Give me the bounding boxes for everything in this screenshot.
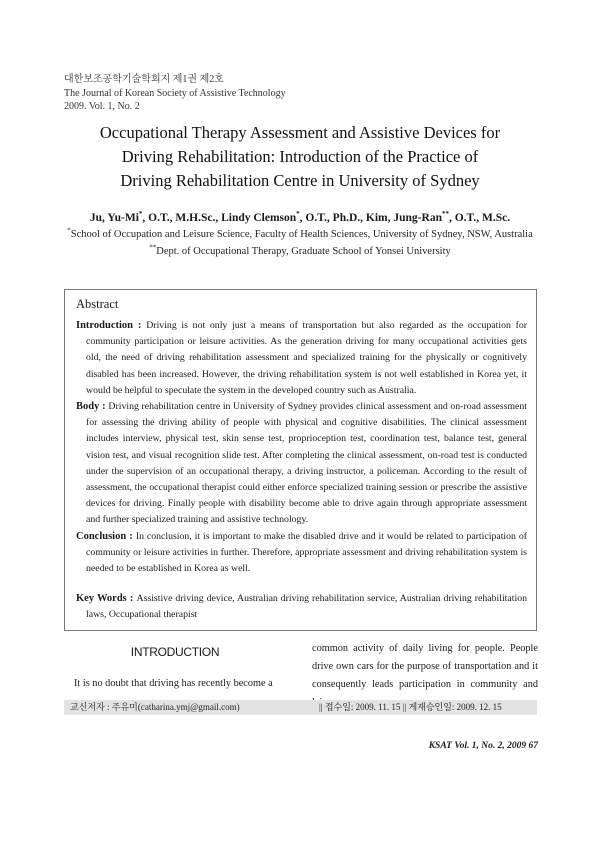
keywords-text: Assistive driving device, Australian driving rehabilitation service, Australian driving rehabilitation laws, Occupational therapist: [86, 593, 527, 621]
journal-english-name: The Journal of Korean Society of Assistive Technology: [64, 87, 286, 99]
abstract-heading: Abstract: [76, 297, 119, 311]
abstract-keywords: [76, 591, 527, 623]
author-3-mark: **: [441, 210, 449, 219]
page-reference: KSAT Vol. 1, No. 2, 2009 67: [428, 741, 538, 751]
author-1-credentials: , O.T., M.H.Sc.,: [142, 212, 222, 224]
title-line-2: Driving Rehabilitation: Introduction of the Practice of: [121, 147, 479, 166]
author-2-name: Lindy Clemson: [221, 212, 297, 224]
introduction-right-column: common activity of daily living for people. People drive own cars for the purpose of transportation and it consequently leads participation in community and: [312, 643, 538, 690]
affiliation-2-mark: **: [149, 243, 157, 252]
author-3-name: Kim, Jung-Ran: [365, 212, 442, 224]
introduction-text: Driving is not only just a means of transportation but also regarded as the occupation for community participation or leisure activities. As the generation driving for many occupational activities gets old, the need of driving rehabilitation assessment and specialized training for the physically or cognitively disabled has been increased. However, the driving rehabilitation system is not well established in Korea yet, it would be helpful to speculate the system in the developed country such as Australia.: [86, 320, 528, 396]
conclusion-text: In conclusion, it is important to make the disabled drive and it would be related to participation of community or leisure activities in further. Therefore, appropriate assessment and driving rehabilitation system is needed to be established in Korea as well.: [86, 530, 527, 575]
body-label: Body :: [76, 401, 109, 413]
abstract-body: [76, 399, 527, 529]
abstract-box: [64, 289, 537, 631]
journal-korean-name: 대한보조공학기술학회지 제1권 제2호: [64, 74, 224, 85]
keywords-label: Key Words :: [76, 593, 137, 605]
title-line-3: Driving Rehabilitation Centre in University of Sydney: [120, 171, 480, 190]
corresponding-author: 교신저자 : 주유미(catharina.ymj@gmail.com): [70, 702, 240, 712]
introduction-left-column: It is no doubt that driving has recently become a: [74, 678, 273, 689]
affiliation-2-text: Dept. of Occupational Therapy, Graduate School of Yonsei University: [156, 246, 451, 257]
author-1-mark: *: [138, 210, 143, 219]
body-text: Driving rehabilitation centre in University of Sydney provides clinical assessment and on-road assessment for assessing the driving ability of people with physical and cognitive disabilities. The clinical assessment includes interview, physical test, skin sense test, proprioception test, coordination test, balance test, general vision test, and visual recognition slide test. After completing the clinical assessment, on-road test is conducted under the supervision of an occupational therapy, a driving instructor, a policeman. According to the result of assessment, the occupational therapist could either enforce specialized training session or prescribe the assistive devices for driving. Finally people with disability become able to drive again through appropriate assessment and further specialized training and assistive technology.: [86, 401, 527, 526]
journal-header: [64, 73, 286, 114]
author-3-credentials: , O.T., M.Sc.: [448, 212, 511, 224]
author-1-name: Ju, Yu-Mi: [89, 212, 139, 224]
author-2-mark: *: [296, 210, 300, 219]
submission-dates: || 접수일: 2009. 11. 15 || 게재승인일: 2009. 12. 15: [319, 702, 502, 712]
affiliation-1: [40, 226, 560, 240]
correspondence-footer: [64, 700, 537, 715]
introduction-label: Introduction :: [76, 320, 147, 331]
introduction-heading: INTRODUCTION: [130, 645, 220, 659]
journal-volume: 2009. Vol. 1, No. 2: [64, 101, 140, 112]
affiliation-1-text: School of Occupation and Leisure Science, Faculty of Health Sciences, University of Sydney, NSW, Australia: [70, 229, 533, 240]
title-line-1: Occupational Therapy Assessment and Assistive Devices for: [99, 123, 501, 142]
paper-title: [60, 121, 540, 193]
author-2-credentials: , O.T., Ph.D.,: [299, 212, 366, 224]
author-list: [40, 212, 560, 224]
affiliation-2: [40, 243, 560, 257]
abstract-introduction: [76, 318, 527, 399]
affiliation-1-mark: *: [67, 226, 71, 235]
conclusion-label: Conclusion :: [76, 530, 136, 542]
abstract-conclusion: [76, 529, 527, 578]
